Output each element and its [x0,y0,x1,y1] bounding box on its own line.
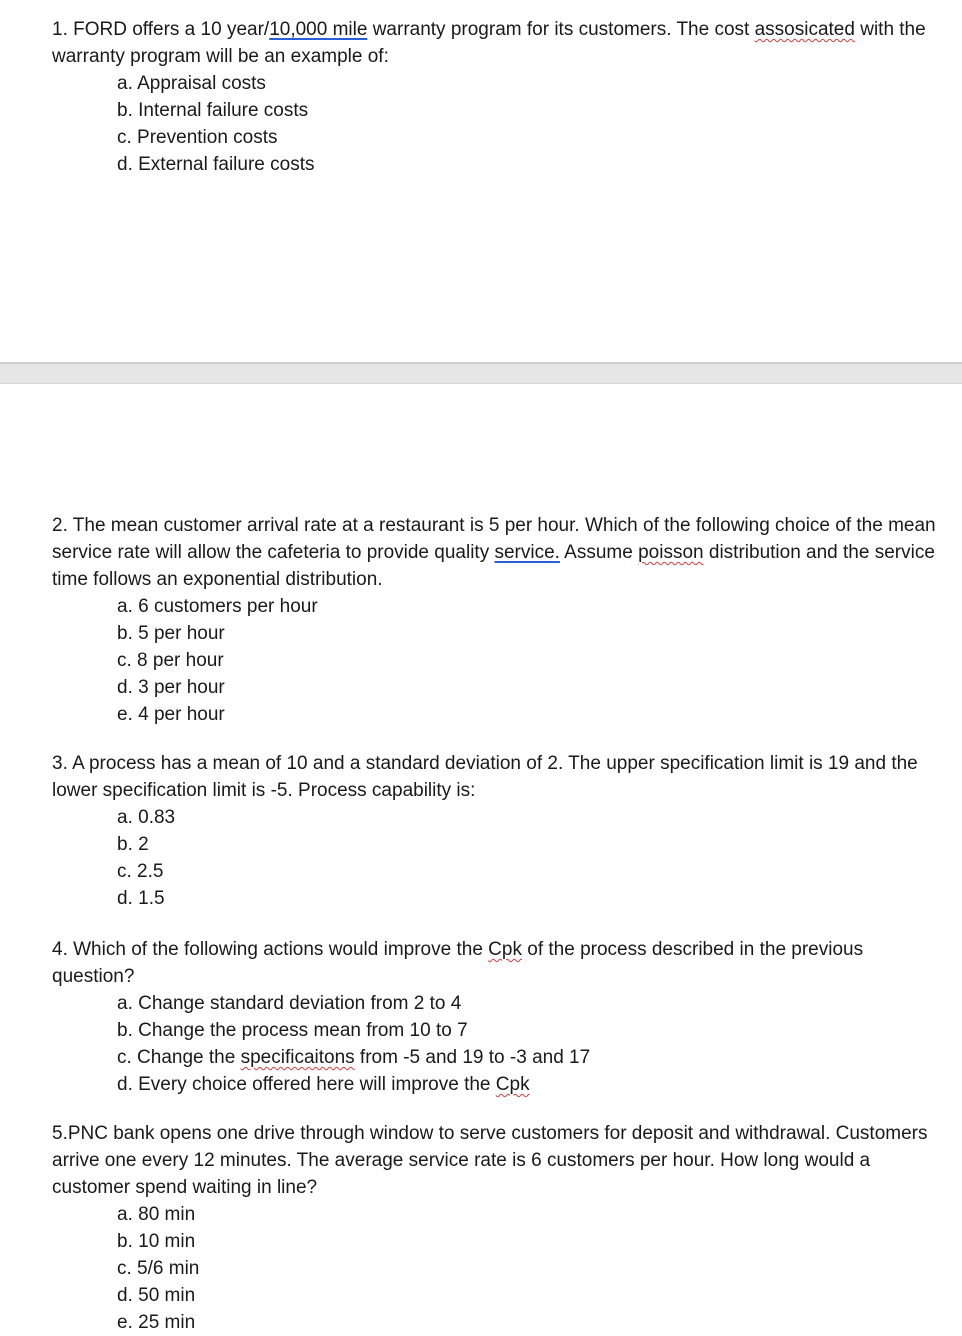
spelling-error: Cpk [495,1074,530,1095]
option-4b: b. Change the process mean from 10 to 7 [117,1020,468,1041]
question-1-text: 1. FORD offers a 10 year/10,000 mile warranty program for its customers. The cost assosicated with the warranty program will be an example of: [52,19,926,67]
option-1d: d. External failure costs [117,154,315,175]
option-1a: a. Appraisal costs [117,73,266,94]
question-5-text: 5.PNC bank opens one drive through window to serve customers for deposit and withdrawal. Customers arrive one every 12 minutes. The average service rate is 6 customers per hour. How long would a customer spend waiting in line? [52,1123,928,1198]
option-4a: a. Change standard deviation from 2 to 4 [117,993,462,1014]
spelling-error: Cpk [488,939,522,960]
option-5d: d. 50 min [117,1285,196,1306]
option-5b: b. 10 min [117,1231,196,1252]
question-3-text: 3. A process has a mean of 10 and a standard deviation of 2. The upper specification limit is 19 and the lower specification limit is -5. Process capability is: [52,753,918,801]
option-2a: a. 6 customers per hour [117,596,318,617]
option-4d: d. Every choice offered here will improve the Cpk [117,1074,530,1095]
question-3 [52,750,942,912]
option-2c: c. 8 per hour [117,650,224,671]
question-2 [52,512,942,728]
question-2-text: 2. The mean customer arrival rate at a restaurant is 5 per hour. Which of the following choice of the mean service rate will allow the cafeteria to provide quality service. Assume poisson distribution and the service time follows an exponential distribution. [52,515,936,590]
option-3d: d. 1.5 [117,888,165,909]
question-4-text: 4. Which of the following actions would improve the Cpk of the process described in the previous question? [52,939,864,987]
option-2e: e. 4 per hour [117,704,225,725]
option-1b: b. Internal failure costs [117,100,309,121]
link-underline: service. [494,542,560,563]
option-3a: a. 0.83 [117,807,176,828]
option-2b: b. 5 per hour [117,623,225,644]
option-3c: c. 2.5 [117,861,164,882]
spelling-error: specificaitons [240,1047,355,1068]
spelling-error: assosicated [754,19,855,40]
option-5e: e. 25 min [117,1312,196,1333]
page-break-divider [0,362,962,384]
option-5a: a. 80 min [117,1204,196,1225]
question-4 [52,936,942,1098]
option-3b: b. 2 [117,834,149,855]
link-underline: 10,000 mile [269,19,368,40]
option-2d: d. 3 per hour [117,677,225,698]
spelling-error: poisson [638,542,704,563]
question-5 [52,1120,942,1336]
option-1c: c. Prevention costs [117,127,278,148]
question-1 [52,16,942,178]
option-4c: c. Change the specificaitons from -5 and 19 to -3 and 17 [117,1047,591,1068]
option-5c: c. 5/6 min [117,1258,200,1279]
